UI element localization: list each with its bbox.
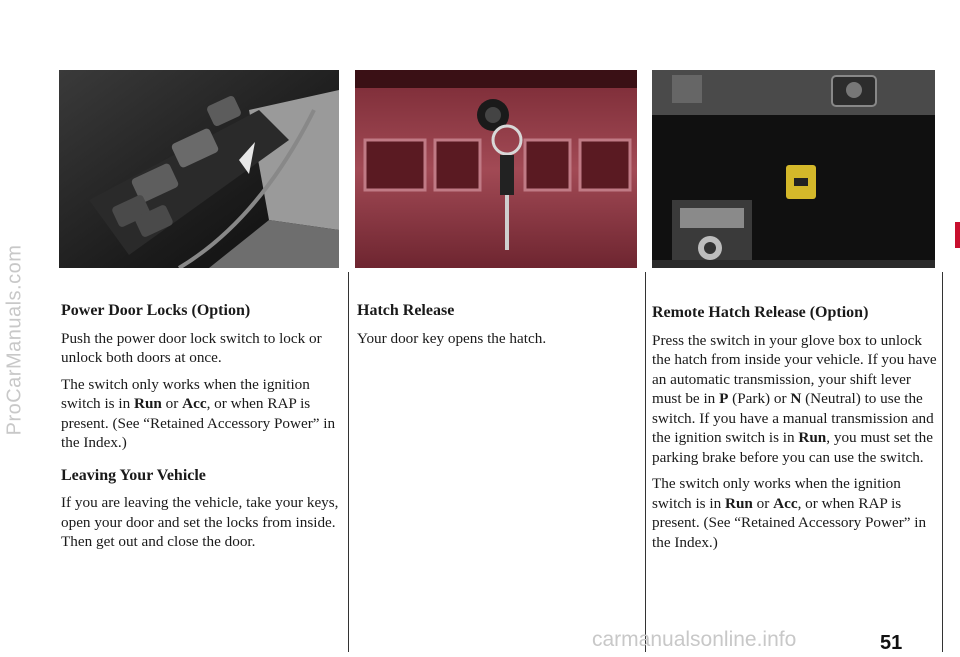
heading-leaving-vehicle: Leaving Your Vehicle <box>61 466 206 484</box>
heading-remote-hatch-release: Remote Hatch Release (Option) <box>652 304 869 321</box>
page-number: 51 <box>880 632 903 654</box>
photo-power-door-locks <box>59 70 339 268</box>
column-hatch-release <box>357 301 637 355</box>
paragraph-ignition-note: The switch only works when the ignition switch is in Run or Acc, or when RAP is present. (See “Retained Accessory Power” in the Index.) <box>61 375 336 451</box>
photo-remote-hatch-release <box>652 70 935 268</box>
column-rule-middle <box>645 272 646 652</box>
paragraph-remote-ignition-note: The switch only works when the ignition switch is in Run or Acc, or when RAP is present. (See “Retained Accessory Power” in the Index.) <box>652 475 927 551</box>
column-remote-hatch-release <box>652 303 937 559</box>
paragraph-leaving-vehicle: If you are leaving the vehicle, take your keys, open your door and set the locks from inside. Then get out and close the door. <box>61 494 339 550</box>
side-watermark <box>2 170 28 510</box>
heading-power-door-locks: Power Door Locks (Option) <box>61 302 251 319</box>
paragraph-glove-box-switch: Press the switch in your glove box to unlock the hatch from inside your vehicle. If you have an automatic transmission, your shift lever must be in P (Park) or N (Neutral) to use the switch. If you have a manual transmission and the ignition switch is in Run, you must set the parking brake before you can use the switch. <box>652 331 937 466</box>
paragraph-lock-switch: Push the power door lock switch to lock or unlock both doors at once. <box>61 329 322 366</box>
paragraph-hatch-key: Your door key opens the hatch. <box>357 329 547 347</box>
page-edge-tab <box>955 222 960 248</box>
column-rule-left <box>348 272 349 652</box>
heading-hatch-release: Hatch Release <box>357 302 455 319</box>
side-watermark-text: ProCarManuals.com <box>3 244 26 436</box>
column-rule-right <box>942 272 943 652</box>
column-power-door-locks <box>61 301 341 559</box>
photo-hatch-key <box>355 70 637 268</box>
bottom-watermark: carmanualsonline.info <box>592 628 797 651</box>
